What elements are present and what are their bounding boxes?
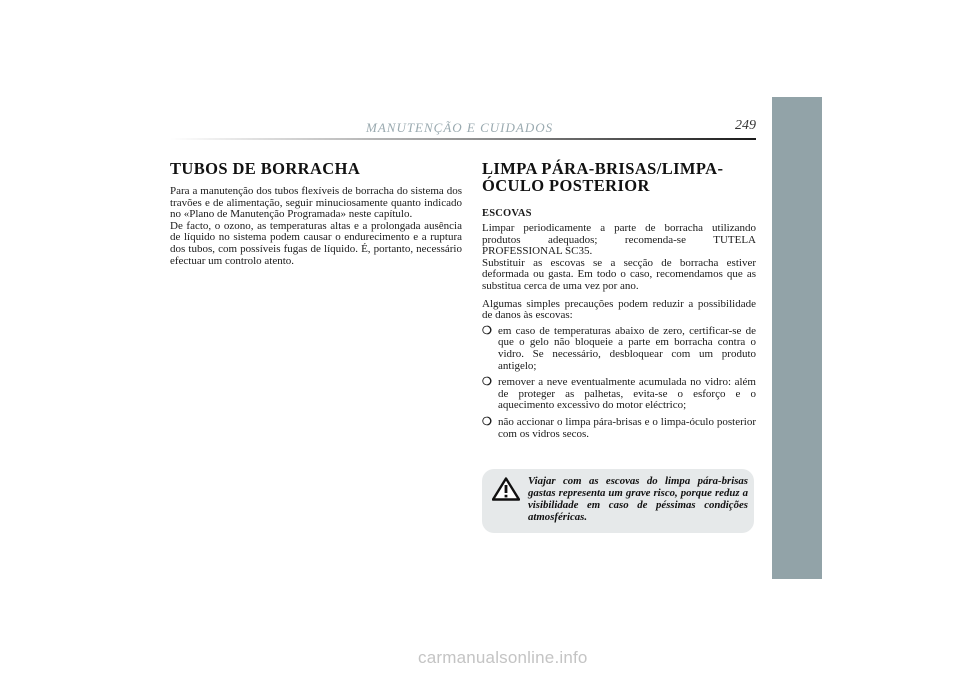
- paragraph: Limpar periodicamente a parte de borracha utilizando produtos adequados; recomenda-se TUTELA PROFESSIONAL SC35.: [482, 222, 756, 258]
- bullet-circle-icon: ❍: [482, 415, 492, 428]
- page-header: [170, 118, 756, 140]
- watermark: carmanualsonline.info: [418, 648, 588, 667]
- paragraph: Algumas simples precauções podem reduzir a possibilidade de danos às escovas:: [482, 297, 756, 322]
- bullet-circle-icon: ❍: [482, 324, 492, 337]
- side-tab: [772, 97, 822, 579]
- list-item: [482, 377, 756, 412]
- section-heading-tubos: TUBOS DE BORRACHA: [170, 159, 361, 178]
- page-number: 249: [735, 118, 756, 133]
- header-title: MANUTENÇÃO E CUIDADOS: [366, 120, 554, 135]
- section-heading-limpa: LIMPA PÁRA-BRISAS/LIMPA-ÓCULO POSTERIOR: [482, 159, 724, 195]
- list-item-text: não accionar o limpa pára-brisas e o limpa-óculo posterior com os vidros secos.: [498, 415, 756, 440]
- paragraph: Substituir as escovas se a secção de borracha estiver deformada ou gasta. Em todo o caso, recomendamos que as substitua cerca de uma vez por ano.: [482, 256, 756, 292]
- right-column: [482, 160, 756, 445]
- bullet-circle-icon: ❍: [482, 376, 492, 389]
- subheading-escovas: ESCOVAS: [482, 208, 532, 219]
- left-column: [170, 160, 462, 267]
- header-rule: [170, 138, 756, 140]
- list-item-text: remover a neve eventualmente acumulada no vidro: além de proteger as palhetas, evita-se o esforço e o aquecimento excessivo do motor eléctrico;: [498, 376, 756, 412]
- warning-box: [482, 469, 754, 533]
- list-item: [482, 417, 756, 440]
- paragraph: Para a manutenção dos tubos flexíveis de borracha do sistema dos travões e de alimentação, seguir minuciosamente quanto indicado no «Plano de Manutenção Programada» neste capítulo.: [170, 185, 462, 221]
- paragraph: De facto, o ozono, as temperaturas altas e a prolongada ausência de líquido no sistema podem causar o endurecimento e a ruptura dos tubos, com possíveis fugas de líquido. É, portanto, necessário efectuar um controlo atento.: [170, 219, 462, 267]
- warning-text: Viajar com as escovas do limpa pára-brisas gastas representa um grave risco, porque reduz a visibilidade em caso de péssimas condições atmosféricas.: [528, 475, 748, 523]
- bullet-list: [482, 326, 756, 440]
- list-item: [482, 326, 756, 372]
- list-item-text: em caso de temperaturas abaixo de zero, certificar-se de que o gelo não bloqueie a parte em borracha contra o vidro. Se necessário, desbloquear com um produto antigelo;: [498, 324, 756, 372]
